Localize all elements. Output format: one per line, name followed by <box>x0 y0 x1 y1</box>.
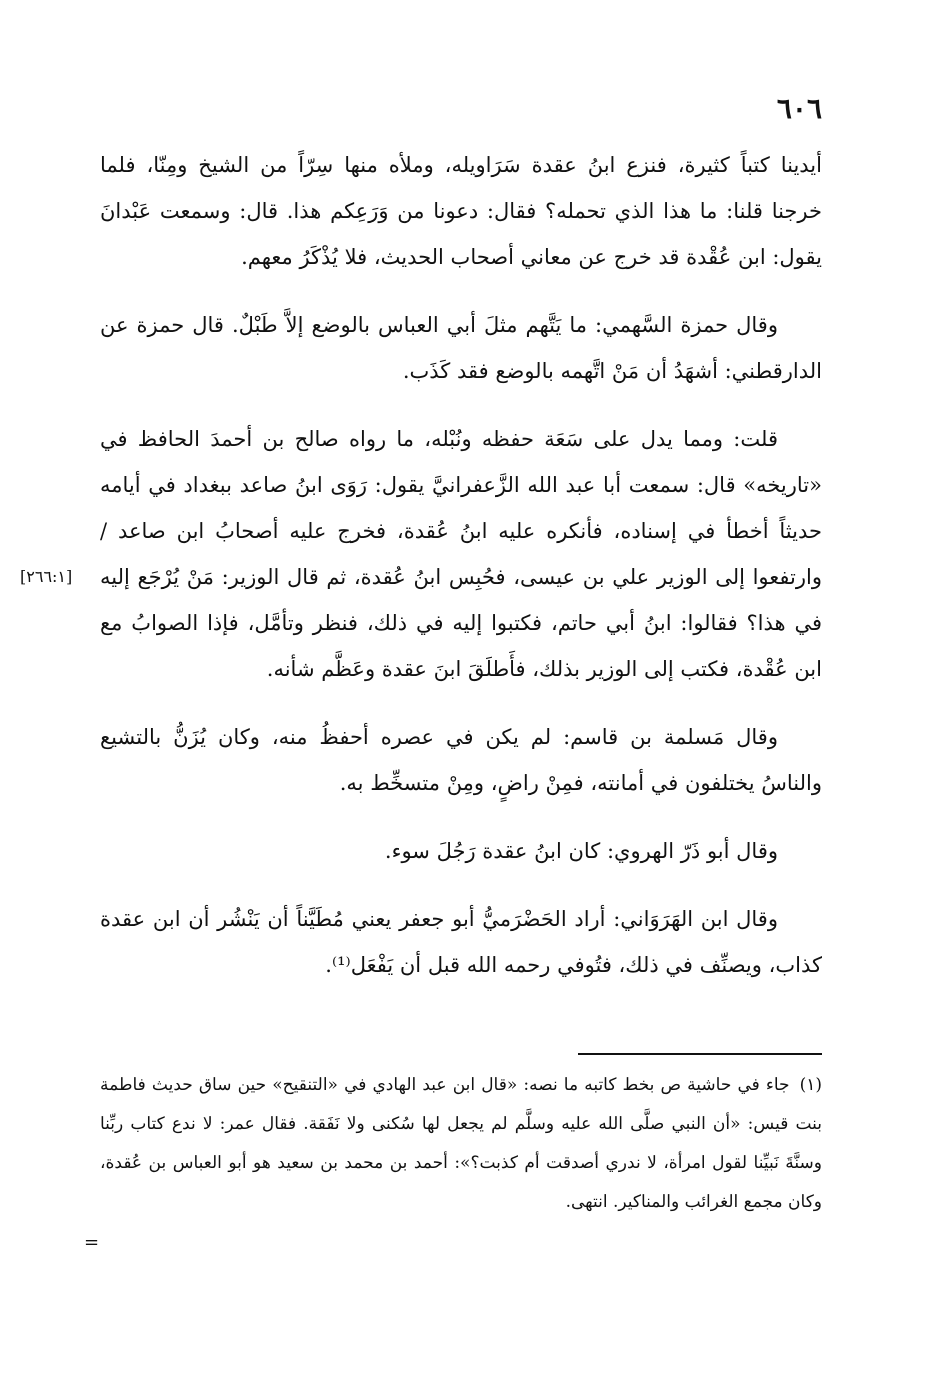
footnote-marker: (١) <box>799 1075 822 1095</box>
main-text <box>20 142 822 1010</box>
paragraph-3: قلت: ومما يدل على سَعَة حفظه ونُبْله، ما رواه صالح بن أحمدَ الحافظ في «تاريخه» قال: سمعت أبا عبد الله الزَّعفرانيَّ يقول: رَوَى ابنُ صاعد ببغداد في أيامه حديثاً أخطأ في إسناده، فأنكره عليه ابنُ عُقدة، فخرج عليه أصحابُ ابن صاعد / وارتفعوا إلى الوزير علي بن عيسى، فحُبِس ابنُ عُقدة، ثم قال الوزير: مَنْ يُرْجَع إليه في هذا؟ فقالوا: ابنُ أبي حاتم، فكتبوا إليه في ذلك، فنظر وتأمَّل، فإذا الصوابُ مع ابن عُقْدة، فكتب إلى الوزير بذلك، فأَطلَقَ ابنَ عقدة وعَظَّم شأنه. <box>100 427 822 681</box>
paragraph-2: وقال حمزة السَّهمي: ما يَتَّهم مثلَ أبي العباس بالوضع إلاَّ طَبْلٌ. قال حمزة عن الدارقطني: أشهَدُ أن مَنْ اتَّهمه بالوضع فقد كَذَب. <box>100 313 822 383</box>
paragraph-1: أيدينا كتباً كثيرة، فنزع ابنُ عقدة سَرَاويله، وملأه منها سِرّاً من الشيخ ومِنّا، فلما خرجنا قلنا: ما هذا الذي تحمله؟ فقال: دعونا من وَرَعِكم هذا. قال: وسمعت عَبْدانَ يقول: ابن عُقْدة قد خرج عن معاني أصحاب الحديث، فلا يُذْكَرُ معهم. <box>100 153 822 269</box>
paragraph-4: وقال مَسلمة بن قاسم: لم يكن في عصره أحفظُ منه، وكان يُزَنُّ بالتشيع والناسُ يختلفون في أمانته، فمِنْ راضٍ، ومِنْ متسخِّط به. <box>100 725 822 795</box>
page-number: ٦٠٦ <box>776 92 822 125</box>
paragraph-3-wrap <box>20 416 822 692</box>
paragraph-5: وقال أبو ذَرّ الهروي: كان ابنُ عقدة رَجُلَ سوء. <box>384 839 778 863</box>
footnote-text: جاء في حاشية ص بخط كاتبه ما نصه: «قال ابن عبد الهادي في «التنقيح» حين ساق حديث فاطمة بنت قيس: «أن النبي صلَّى الله عليه وسلَّم لم يجعل لها سُكنى ولا نَفَقة. فقال عمر: لا ندع كتاب ربِّنا وسنَّةَ نَبيِّنا لقول امرأة، لا ندري أصدقت أم كذبت؟»: أحمد بن محمد بن سعيد هو أبو العباس بن عُقدة، وكان مجمع الغرائب والمناكير. انتهى. <box>100 1075 822 1212</box>
paragraph-6: وقال ابن الهَرَوَاني: أراد الحَضْرَميُّ أبو جعفر يعني مُطَيَّناً أن يَنْشُر أن ابن عقدة كذاب، ويصنِّف في ذلك، فتُوفي رحمه الله قبل أن يَفْعَل⁽¹⁾. <box>100 907 822 977</box>
continuation-mark: = <box>84 1232 100 1253</box>
footnote <box>100 1066 822 1222</box>
margin-reference: [٢٦٦:١] <box>20 567 73 586</box>
footnote-divider <box>578 1053 822 1055</box>
